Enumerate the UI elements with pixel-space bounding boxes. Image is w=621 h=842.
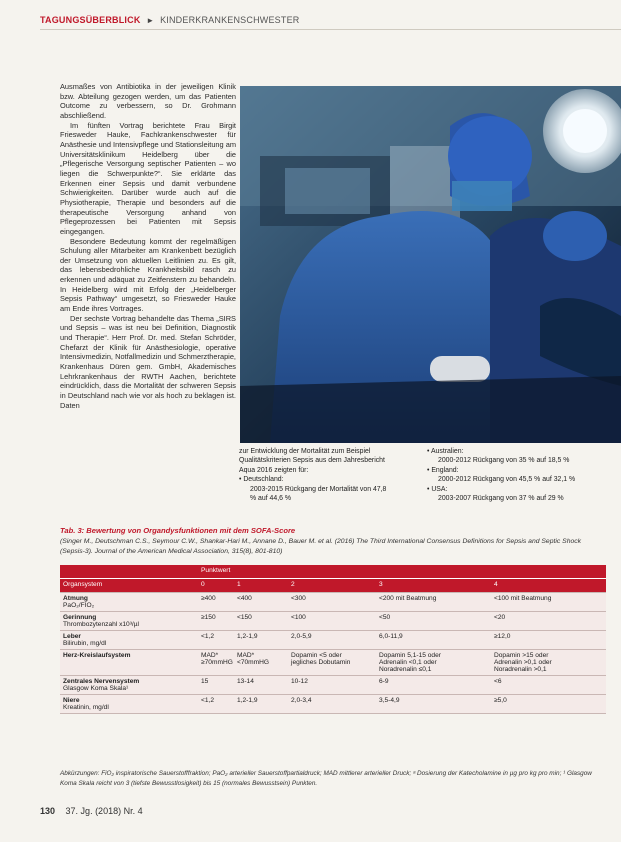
score-cell: [234, 695, 288, 714]
section-label: TAGUNGSÜBERBLICK: [40, 15, 141, 25]
paragraph: Im fünften Vortrag berichtete Frau Birgit Friesweder Hauke, Fachkrankenschwester für Anästhesie und Intensivpflege und Stationsleitung am Universitätsklinikum Heidelberg über die „Pflegerische Versorgung septischer Patienten – wo liegen die Schwerpunkte?“. Sie erklärte das Erkennen einer Sepsis und damit verbundene Schwierigkeiten. Darüber wurde auch auf die Physiotherapie, Therapie und besonders auf die therapeutische Versorgung anhand von Pflegeprozessen bei Patienten mit Sepsis eingegangen.: [60, 120, 236, 236]
score-cell: [376, 631, 491, 650]
points-header: Punktwert: [198, 565, 606, 579]
photo-illustration: [240, 86, 621, 443]
score-cell-line: Dopamin <5 oder: [291, 652, 342, 659]
score-cell: [288, 612, 376, 631]
column-header: 3: [376, 579, 491, 593]
sofa-table: [60, 565, 606, 714]
list-item: [427, 485, 597, 504]
score-cell-line: 15: [201, 678, 209, 685]
score-cell: [376, 676, 491, 695]
score-cell-line: MAD*: [237, 652, 255, 659]
score-cell: [234, 612, 288, 631]
table-row: [60, 695, 606, 714]
list-item-value: 2003-2007 Rückgang von 37 % auf 29 %: [438, 495, 564, 503]
paragraph: Besondere Bedeutung kommt der regelmäßigen Schulung aller Mitarbeiter am Krankenbett bezüglich der Umsetzung von aktuellen Leitlinien zu. Es gilt, das lebensbedrohliche Krankheitsbild rasch zu erkennen und adäquat zu Zeitfenstern zu behandeln. In Heidelberg wird mit Erfolg der „Heidelberger Sepsis Pathway“ umgesetzt, so Friesweder Hauke am Ende ihres Vortrages.: [60, 236, 236, 314]
score-cell-line: ≥12,0: [494, 633, 511, 640]
issue-info: 37. Jg. (2018) Nr. 4: [65, 806, 143, 816]
organ-system-name: Leber: [63, 633, 81, 640]
score-cell-line: Dopamin >15 oder: [494, 652, 549, 659]
table-row: [60, 676, 606, 695]
list-item-label: • Australien:: [427, 448, 464, 455]
score-cell: [288, 695, 376, 714]
organ-system-unit: Thrombozytenzahl x10³/µl: [63, 621, 139, 628]
score-cell-line: 6,0-11,9: [379, 633, 403, 640]
table-title: Tab. 3: Bewertung von Organdysfunktionen mit dem SOFA-Score: [60, 526, 296, 535]
organ-system-name: Zentrales Nervensystem: [63, 678, 140, 685]
running-header: [40, 15, 299, 25]
score-cell: [234, 593, 288, 612]
score-cell-line: 1,2-1,9: [237, 697, 258, 704]
score-cell-line: 1,2-1,9: [237, 633, 258, 640]
score-cell: [376, 650, 491, 676]
text-column-3: [427, 447, 597, 503]
score-cell: [491, 612, 606, 631]
list-item: [427, 466, 597, 485]
organ-system-name: Niere: [63, 697, 80, 704]
score-cell: [198, 676, 234, 695]
score-cell-line: <300: [291, 595, 306, 602]
table-header-cell: [60, 565, 198, 579]
score-cell-line: ≥150: [201, 614, 216, 621]
score-cell-line: Noradrenalin >0,1: [494, 666, 547, 673]
score-cell: [234, 631, 288, 650]
score-cell: [234, 676, 288, 695]
score-cell-line: <200 mit Beatmung: [379, 595, 437, 602]
mortality-list: [427, 447, 597, 503]
table-row: [60, 593, 606, 612]
score-cell: [491, 593, 606, 612]
organ-system-name: Herz-Kreislaufsystem: [63, 652, 131, 659]
score-cell: [198, 593, 234, 612]
score-cell-line: ≥70mmHG: [201, 659, 233, 666]
organ-system-cell: [60, 631, 198, 650]
organ-system-name: Atmung: [63, 595, 88, 602]
column-header: 0: [198, 579, 234, 593]
text-column-1: [60, 82, 236, 410]
score-cell: [198, 631, 234, 650]
operating-room-photo: [240, 86, 621, 443]
score-cell-line: <20: [494, 614, 506, 621]
table-row: [60, 650, 606, 676]
organ-system-cell: [60, 676, 198, 695]
score-cell-line: Noradrenalin ≤0,1: [379, 666, 432, 673]
list-item-label: • England:: [427, 467, 459, 474]
column-header: 4: [491, 579, 606, 593]
score-cell: [491, 631, 606, 650]
score-cell: [288, 631, 376, 650]
text-column-2: [239, 447, 387, 503]
column-header: Organsystem: [60, 579, 198, 593]
page-footer: [40, 806, 143, 816]
subsection-label: KINDERKRANKENSCHWESTER: [160, 15, 300, 25]
score-cell-line: <400: [237, 595, 252, 602]
score-cell: [288, 593, 376, 612]
mortality-list: [239, 475, 387, 503]
score-cell-line: Adrenalin >0,1 oder: [494, 659, 552, 666]
score-cell-line: <1,2: [201, 697, 215, 704]
score-cell: [288, 650, 376, 676]
organ-system-unit: Bilirubin, mg/dl: [63, 640, 107, 647]
list-item-value: 2000-2012 Rückgang von 45,5 % auf 32,1 %: [438, 476, 576, 484]
organ-system-cell: [60, 650, 198, 676]
organ-system-cell: [60, 612, 198, 631]
table-footnote: Abkürzungen: FiO₂ inspiratorische Sauerstofffraktion; PaO₂ arterieller Sauerstoffpartialdruck; MAD mittlerer arterieller Druck; ᵃ Dosierung der Katecholamine in µg pro kg pro min; ¹ Glasgow Koma Skala reicht von 3 (tiefste Bewusstlosigkeit) bis 15 (normales Bewusstsein) Punkten.: [60, 770, 592, 787]
score-cell: [198, 650, 234, 676]
paragraph: zur Entwicklung der Mortalität zum Beispiel Qualitätskriterien Sepsis aus dem Jahresbericht Aqua 2016 zeigten für:: [239, 448, 385, 474]
score-cell-line: 10-12: [291, 678, 308, 685]
score-cell-line: Dopamin 5,1-15 oder: [379, 652, 441, 659]
score-cell-line: 2,0-3,4: [291, 697, 312, 704]
score-cell: [198, 695, 234, 714]
table-citation: (Singer M., Deutschman C.S., Seymour C.W., Shankar-Hari M., Annane D., Bauer M. et al. (2016) The Third International Consensus Definitions for Sepsis and Septic Shock (Sepsis-3). Journal of the American Medical Association, 315(8), 801-810): [60, 538, 582, 555]
table-row: [60, 631, 606, 650]
list-item-label: • USA:: [427, 486, 447, 493]
list-item: [427, 447, 597, 466]
list-item-label: • Deutschland:: [239, 476, 284, 483]
arrow-icon: ►: [146, 16, 155, 25]
score-cell-line: <150: [237, 614, 252, 621]
paragraph: Ausmaßes von Antibiotika in der jeweiligen Klinik bzw. Abteilung gezogen werden, um das Patienten Outcome zu verbessern, so Dr. Grohmann abschließend.: [60, 82, 236, 120]
score-cell-line: 3,5-4,9: [379, 697, 400, 704]
score-cell-line: <50: [379, 614, 391, 621]
organ-system-unit: Kreatinin, mg/dl: [63, 704, 109, 711]
organ-system-name: Gerinnung: [63, 614, 97, 621]
score-cell-line: 6-9: [379, 678, 389, 685]
score-cell: [376, 612, 491, 631]
score-cell-line: MAD*: [201, 652, 219, 659]
score-cell: [491, 676, 606, 695]
table-header-row: [60, 565, 606, 579]
table-header-row: [60, 579, 606, 593]
score-cell: [288, 676, 376, 695]
score-cell-line: <70mmHG: [237, 659, 270, 666]
column-header: 1: [234, 579, 288, 593]
score-cell-line: <6: [494, 678, 502, 685]
score-cell-line: ≥5,0: [494, 697, 507, 704]
header-divider: [40, 29, 621, 30]
score-cell: [198, 612, 234, 631]
column-header: 2: [288, 579, 376, 593]
score-cell-line: <100 mit Beatmung: [494, 595, 552, 602]
table-row: [60, 612, 606, 631]
score-cell: [376, 593, 491, 612]
score-cell-line: 2,0-5,9: [291, 633, 312, 640]
score-cell-line: <100: [291, 614, 306, 621]
score-cell-line: 13-14: [237, 678, 254, 685]
organ-system-unit: Glasgow Koma Skala¹: [63, 685, 129, 692]
score-cell-line: <1,2: [201, 633, 215, 640]
list-item-value: 2000-2012 Rückgang von 35 % auf 18,5 %: [438, 457, 570, 465]
score-cell: [376, 695, 491, 714]
score-cell: [491, 650, 606, 676]
organ-system-unit: PaO₂/FIO₂: [63, 602, 95, 609]
score-cell: [234, 650, 288, 676]
score-cell: [491, 695, 606, 714]
score-cell-line: jegliches Dobutamin: [291, 659, 351, 666]
organ-system-cell: [60, 593, 198, 612]
list-item-value: 2003-2015 Rückgang der Mortalität von 47,8 % auf 44,6 %: [250, 485, 387, 503]
page-number: 130: [40, 806, 56, 816]
organ-system-cell: [60, 695, 198, 714]
list-item: [239, 475, 387, 503]
table-body: [60, 593, 606, 714]
paragraph: Der sechste Vortrag behandelte das Thema „SIRS und Sepsis – was ist neu bei Definition, Diagnostik und Therapie“. Herr Prof. Dr. med. Stefan Schröder, Chefarzt der Klinik für Anästhesiologie, operative Intensivmedizin, Notfallmedizin und Schmerztherapie, Krankenhaus Düren gem. GmbH, Akademisches Lehrkrankenhaus der RWTH Aachen, berichtete eindrücklich, dass die Mortalität der schweren Sepsis in Deutschland nach wie vor als hoch zu beklagen ist. Daten: [60, 313, 236, 410]
score-cell-line: Adrenalin <0,1 oder: [379, 659, 437, 666]
score-cell-line: ≥400: [201, 595, 216, 602]
